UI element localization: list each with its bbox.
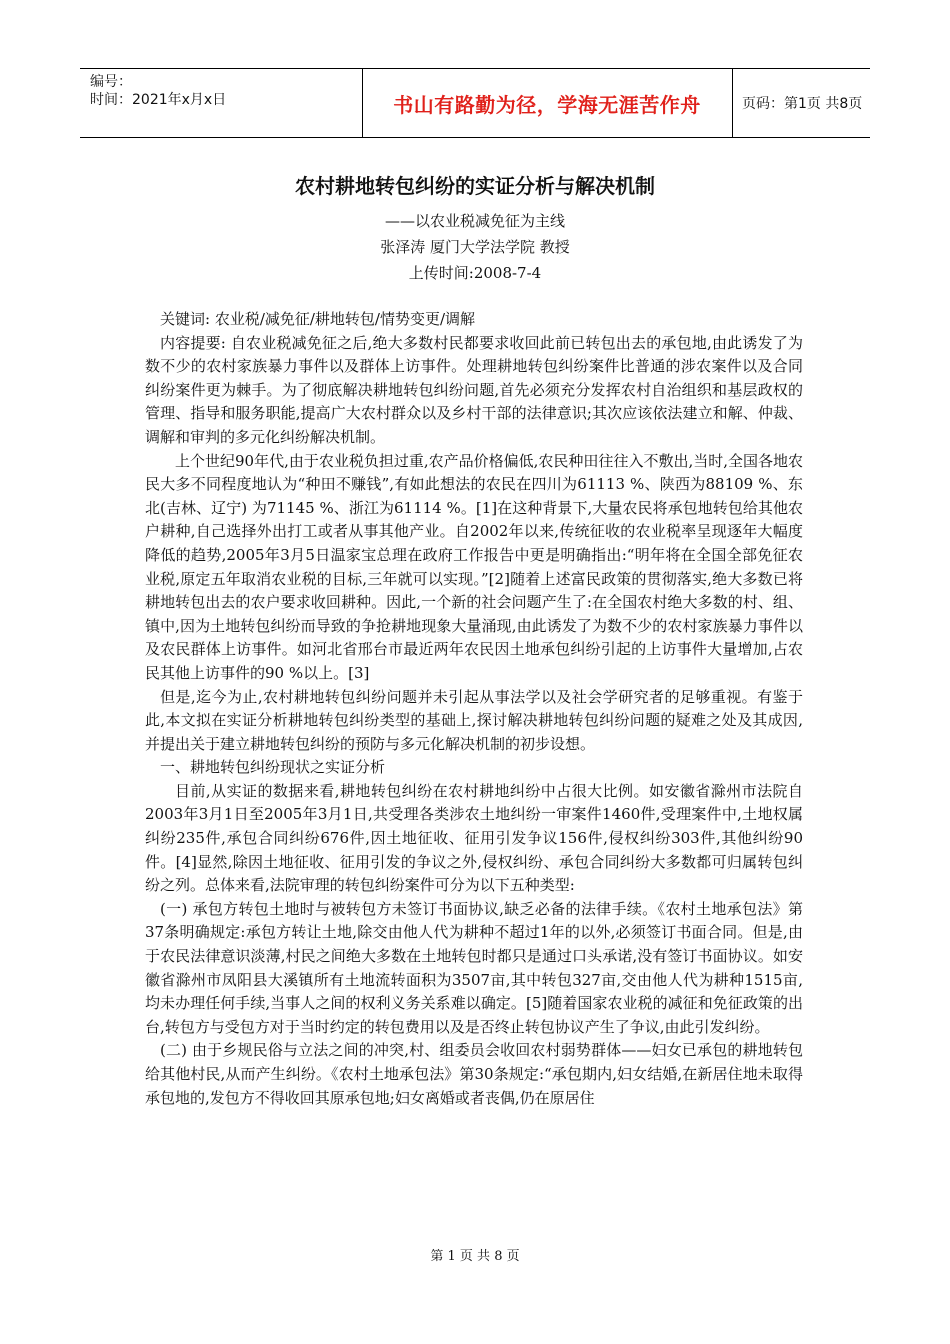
paragraph: 但是,迄今为止,农村耕地转包纠纷问题并未引起从事法学以及社会学研究者的足够重视。有鉴于此,本文拟在实证分析耕地转包纠纷类型的基础上,探讨解决耕地转包纠纷问题的疑难之处及其成因,并提出关于建立耕地转包纠纷的预防与多元化解决机制的初步设想。 — [145, 687, 803, 753]
article-subtitle: ——以农业税减免征为主线 — [384, 212, 565, 230]
number-label: 编号： — [90, 74, 132, 90]
paragraph: (一) 承包方转包土地时与被转包方未签订书面协议,缺乏必备的法律手续。《农村土地承包法》第37条明确规定:承包方转让土地,除交由他人代为耕种不超过1年的以外,必须签订书面合同。但是,由于农民法律意识淡薄,村民之间绝大多数在土地转包时都只是通过口头承诺,没有签订书面协议。如安徽省滁州市凤阳县大溪镇所有土地流转面积为3507亩,其中转包327亩,交由他人代为耕种1515亩,均未办理任何手续,当事人之间的权利义务关系难以确定。[5]随着国家农业税的减征和免征政策的出台,转包方与受包方对于当时约定的转包费用以及是否终止转包协议产生了争议,由此引发纠纷。 — [145, 899, 803, 1036]
page-header — [80, 68, 870, 138]
abstract: 内容提要: 自农业税减免征之后,绝大多数村民都要求收回此前已转包出去的承包地,由此诱发了为数不少的农村家族暴力事件以及群体上访事件。处理耕地转包纠纷案件比普通的涉农案件以及合同纠纷案件更为棘手。为了彻底解决耕地转包纠纷问题,首先必须充分发挥农村自治组织和基层政权的管理、指导和服务职能,提高广大农村群众以及乡村干部的法律意识;其次应该依法建立和解、仲裁、调解和审判的多元化纠纷解决机制。 — [145, 333, 803, 446]
paragraph: (二) 由于乡规民俗与立法之间的冲突,村、组委员会收回农村弱势群体——妇女已承包的耕地转包给其他村民,从而产生纠纷。《农村土地承包法》第30条规定:“承包期内,妇女结婚,在新居住地未取得承包地的,发包方不得收回其原承包地;妇女离婚或者丧偶,仍在原居住 — [145, 1041, 803, 1107]
header-meta — [90, 73, 280, 109]
time-label: 时间：2021年x月x日 — [90, 92, 227, 108]
article-title: 农村耕地转包纠纷的实证分析与解决机制 — [295, 174, 655, 198]
header-page-info: 页码：第1页 共8页 — [742, 96, 863, 112]
article-author: 张泽涛 厦门大学法学院 教授 — [380, 238, 570, 256]
page-footer: 第 1 页 共 8 页 — [430, 1249, 520, 1264]
section-heading: 一、耕地转包纠纷现状之实证分析 — [160, 758, 386, 777]
paragraph: 上个世纪90年代,由于农业税负担过重,农产品价格偏低,农民种田往往入不敷出,当时,全国各地农民大多不同程度地认为“种田不赚钱”,有如此想法的农民在四川为61113 %、陕西为88109 %、东北(吉林、辽宁) 为71145 %、浙江为61114 %。[1]在这种背景下,大量农民将承包地转包给其他农户耕种,自己选择外出打工或者从事其他产业。自2002年以来,传统征收的农业税率呈现逐年大幅度降低的趋势,2005年3月5日温家宝总理在政府工作报告中更是明确指出:“明年将在全国全部免征农业税,原定五年取消农业税的目标,三年就可以实现。”[2]随着上述富民政策的贯彻落实,绝大多数已将耕地转包出去的农户要求收回耕种。因此,一个新的社会问题产生了:在全国农村绝大多数的村、组、镇中,因为土地转包纠纷而导致的争抢耕地现象大量涌现,由此诱发了为数不少的农村家族暴力事件以及农民群体上访事件。如河北省邢台市最近两年农民因土地承包纠纷引起的上访事件大量增加,占农民其他上访事件的90 %以上。[3] — [145, 451, 803, 682]
upload-time: 上传时间:2008-7-4 — [408, 264, 542, 282]
paragraph: 目前,从实证的数据来看,耕地转包纠纷在农村耕地纠纷中占很大比例。如安徽省滁州市法院自2003年3月1日至2005年3月1日,共受理各类涉农土地纠纷一审案件1460件,受理案件中,土地权属纠纷235件,承包合同纠纷676件,因土地征收、征用引发争议156件,侵权纠纷303件,其他纠纷90件。[4]显然,除因土地征收、征用引发的争议之外,侵权纠纷、承包合同纠纷大多数都可归属转包纠纷之列。总体来看,法院审理的转包纠纷案件可分为以下五种类型: — [145, 781, 803, 895]
header-divider — [732, 69, 733, 137]
header-motto: 书山有路勤为径，学海无涯苦作舟 — [393, 93, 701, 117]
keywords: 关键词: 农业税/减免征/耕地转包/情势变更/调解 — [160, 310, 476, 328]
header-divider — [362, 69, 363, 137]
article-body — [145, 308, 803, 1110]
